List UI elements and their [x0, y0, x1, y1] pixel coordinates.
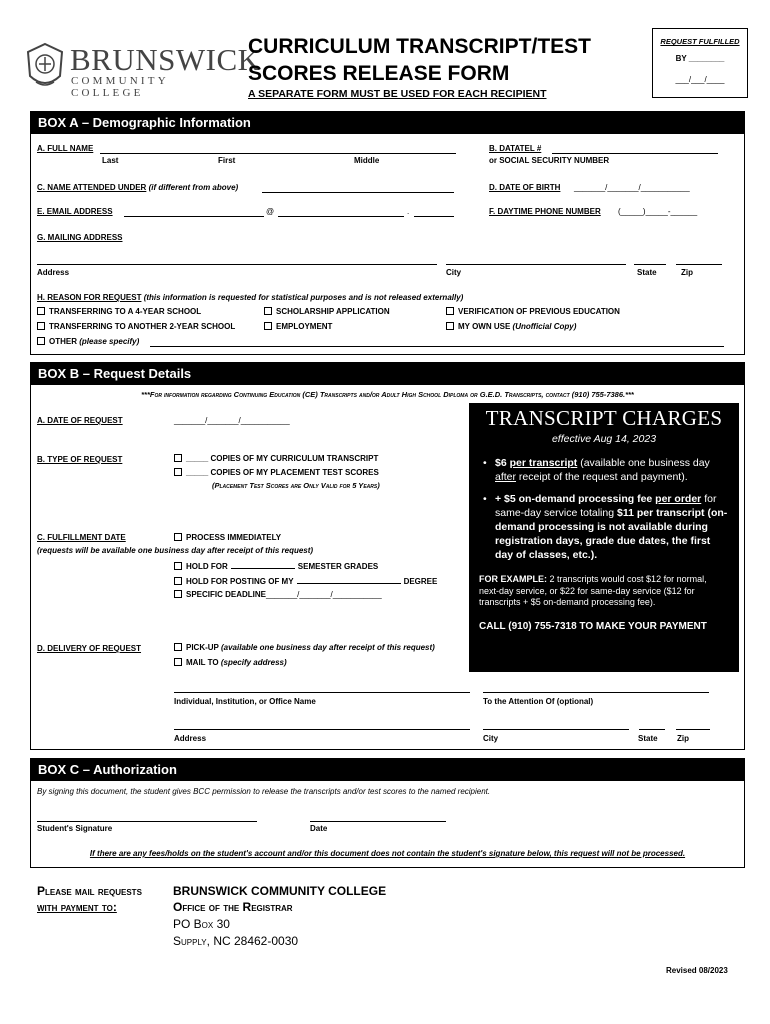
ssn-label: or SOCIAL SECURITY NUMBER [489, 156, 610, 165]
form-title-line1: CURRICULUM TRANSCRIPT/TEST [248, 35, 591, 58]
form-subtitle: A SEPARATE FORM MUST BE USED FOR EACH RECIPIENT [248, 88, 547, 100]
fee-unit: per order [655, 493, 702, 505]
option-label: OTHER [49, 337, 77, 346]
checkbox[interactable] [37, 337, 45, 345]
reason-text: H. REASON FOR REQUEST [37, 293, 142, 302]
request-fulfilled-box [652, 28, 748, 98]
box-a-header: BOX A – Demographic Information [30, 111, 745, 133]
dob-label: D. DATE OF BIRTH [489, 183, 561, 192]
transcript-charges-panel [469, 403, 739, 672]
option-note: (Unofficial Copy) [512, 322, 577, 331]
mail-address-line[interactable] [174, 729, 470, 730]
checkbox[interactable] [446, 322, 454, 330]
charge-text: (available one business day [577, 457, 710, 469]
consent-statement: By signing this document, the student gives BCC permission to release the transcripts and/or test scores to the named recipient. [37, 787, 491, 796]
delivery-label: D. DELIVERY OF REQUEST [37, 644, 142, 653]
bullet-icon: • [483, 457, 487, 469]
logo-subtitle: COMMUNITY COLLEGE [71, 75, 169, 99]
charge-text-end: receipt of the request and payment). [516, 471, 688, 483]
email-tld-line[interactable] [414, 216, 454, 217]
name-attended-label [37, 183, 238, 192]
checkbox[interactable] [174, 577, 182, 585]
charge-unit: per transcript [509, 457, 578, 469]
first-name-caption: First [218, 156, 236, 165]
checkbox[interactable] [174, 454, 182, 462]
mail-office: Office of the Registrar [173, 900, 293, 914]
checkbox[interactable] [446, 307, 454, 315]
mail-po-box: PO Box 30 [173, 917, 230, 931]
signature-date-line[interactable] [310, 821, 446, 822]
option-note: (please specify) [79, 337, 140, 346]
option-label: SCHOLARSHIP APPLICATION [276, 307, 390, 316]
option-own-use[interactable] [446, 322, 576, 331]
signature-caption: Student's Signature [37, 824, 113, 833]
example-lead: FOR EXAMPLE: [479, 574, 548, 584]
option-label: EMPLOYMENT [276, 322, 333, 331]
option-transfer-4yr[interactable] [37, 307, 201, 316]
option-label: _____ COPIES OF MY PLACEMENT TEST SCORES [186, 468, 379, 477]
name-attended-text: C. NAME ATTENDED UNDER [37, 183, 147, 192]
mail-state-caption: State [638, 734, 658, 743]
phone-label: F. DAYTIME PHONE NUMBER [489, 207, 601, 216]
recipient-caption: Individual, Institution, or Office Name [174, 697, 316, 706]
mail-instruction-line1: Please mail requests [37, 884, 142, 898]
charge-bullet-standard [479, 456, 729, 484]
datatel-line[interactable] [552, 153, 718, 154]
form-title-line2: SCORES RELEASE FORM [248, 62, 510, 85]
signature-line[interactable] [37, 821, 257, 822]
full-name-label: A. FULL NAME [37, 144, 94, 153]
ce-transcript-note: ***For information regarding Continuing Education (CE) Transcripts and/or Adult High School Diploma or G.E.D. Transcripts, contact (910) 755-7386.*** [141, 390, 634, 399]
state-caption: State [637, 268, 657, 277]
fulfill-immediately[interactable] [174, 533, 281, 542]
zip-line[interactable] [676, 264, 722, 265]
charges-call-to-pay: CALL (910) 755-7318 TO MAKE YOUR PAYMENT [479, 620, 707, 632]
type-placement[interactable] [174, 468, 379, 477]
mail-zip-line[interactable] [676, 729, 710, 730]
option-label: VERIFICATION OF PREVIOUS EDUCATION [458, 307, 620, 316]
state-line[interactable] [634, 264, 666, 265]
fee-text: for same-day service totaling [495, 493, 717, 519]
box-b-header: BOX B – Request Details [30, 362, 745, 384]
mail-city: Supply, NC 28462-0030 [173, 934, 299, 948]
delivery-pickup[interactable] [174, 643, 435, 652]
email-at-sign: @ [266, 207, 275, 216]
date-of-request-field[interactable]: _______/_______/___________ [174, 416, 290, 425]
option-label: TRANSFERRING TO A 4-YEAR SCHOOL [49, 307, 202, 316]
charges-title: TRANSCRIPT CHARGES [485, 406, 723, 430]
option-label: PICK-UP [186, 643, 219, 652]
deadline-field[interactable]: _______/_______/___________ [266, 590, 382, 599]
mail-instruction-line2: with payment to: [37, 900, 117, 914]
address-line[interactable] [37, 264, 437, 265]
charges-example [479, 574, 729, 609]
attention-line[interactable] [483, 692, 709, 693]
email-dot: . [407, 207, 410, 216]
charges-effective: effective Aug 14, 2023 [551, 433, 657, 445]
option-note: (specify address) [220, 658, 287, 667]
example-text: 2 transcripts would cost $12 for normal, next-day service, or $22 for same-day service ($12 for transcripts + $5 on-demand processing fee). [479, 574, 707, 607]
bullet-icon: • [483, 493, 487, 505]
city-line[interactable] [446, 264, 626, 265]
option-label: MAIL TO [186, 658, 219, 667]
fulfilled-date-field[interactable]: ___/___/____ [675, 75, 725, 84]
dob-field[interactable]: _______/_______/___________ [574, 183, 690, 192]
type-transcript[interactable] [174, 454, 378, 463]
college-seal-icon [24, 42, 66, 92]
fulfillment-note: (requests will be available one business day after receipt of this request) [37, 546, 314, 555]
option-transfer-2yr[interactable] [37, 322, 235, 331]
request-fulfilled-label: REQUEST FULFILLED [660, 37, 740, 46]
checkbox[interactable] [174, 468, 182, 476]
recipient-line[interactable] [174, 692, 470, 693]
mail-college-name: BRUNSWICK COMMUNITY COLLEGE [173, 884, 387, 898]
fee-restriction: (on-demand processing is not available during registration days, grade due dates, the first day of classes, etc.). [495, 507, 728, 561]
full-name-line[interactable] [100, 153, 456, 154]
checkbox[interactable] [264, 307, 272, 315]
phone-field[interactable]: (_____)_____-______ [618, 207, 698, 216]
type-of-request-label: B. TYPE OF REQUEST [37, 455, 123, 464]
degree-line[interactable] [297, 575, 401, 584]
logo-name: BRUNSWICK [70, 42, 261, 77]
option-label-suffix: DEGREE [403, 577, 438, 586]
fulfillment-date-label: C. FULFILLMENT DATE [37, 533, 126, 542]
charge-text-emphasis: after [495, 471, 517, 483]
mail-state-line[interactable] [639, 729, 665, 730]
reason-note: (this information is requested for statistical purposes and is not released externally) [143, 293, 464, 302]
option-label: HOLD FOR POSTING OF MY [186, 577, 294, 586]
middle-name-caption: Middle [354, 156, 380, 165]
option-label: _____ COPIES OF MY CURRICULUM TRANSCRIPT [186, 454, 379, 463]
checkbox[interactable] [174, 533, 182, 541]
revision-date: Revised 08/2023 [666, 966, 728, 975]
date-of-request-label: A. DATE OF REQUEST [37, 416, 123, 425]
semester-line[interactable] [231, 560, 295, 569]
checkbox[interactable] [37, 307, 45, 315]
option-label: HOLD FOR [186, 562, 228, 571]
fee-total: $11 per transcript [616, 507, 705, 519]
email-user-line[interactable] [124, 216, 264, 217]
email-label: E. EMAIL ADDRESS [37, 207, 113, 216]
delivery-mail[interactable] [174, 658, 287, 667]
email-domain-line[interactable] [278, 216, 404, 217]
option-other[interactable] [37, 337, 139, 346]
option-label: SPECIFIC DEADLINE [186, 590, 267, 599]
mail-address-caption: Address [174, 734, 207, 743]
fee-amount: + $5 on-demand processing fee [495, 493, 656, 505]
city-caption: City [446, 268, 462, 277]
mail-city-line[interactable] [483, 729, 629, 730]
last-name-caption: Last [102, 156, 119, 165]
college-logo [24, 40, 261, 99]
mail-city-caption: City [483, 734, 499, 743]
charge-amount: $6 [495, 457, 510, 469]
checkbox[interactable] [174, 658, 182, 666]
fulfill-hold-degree[interactable] [174, 575, 437, 586]
option-label-suffix: SEMESTER GRADES [297, 562, 379, 571]
option-note: (available one business day after receipt of this request) [220, 643, 435, 652]
reason-label [37, 293, 463, 302]
mail-zip-caption: Zip [677, 734, 689, 743]
name-attended-line[interactable] [262, 192, 454, 193]
datatel-label: B. DATATEL # [489, 144, 542, 153]
zip-caption: Zip [681, 268, 693, 277]
fulfill-hold-grades[interactable] [174, 560, 378, 571]
option-label: MY OWN USE [458, 322, 511, 331]
option-scholarship[interactable] [264, 307, 390, 316]
option-verification[interactable] [446, 307, 620, 316]
fulfill-deadline[interactable] [174, 590, 382, 599]
checkbox[interactable] [174, 590, 182, 598]
name-attended-note: (if different from above) [148, 183, 239, 192]
processing-warning: If there are any fees/holds on the student's account and/or this document does not contain the student's signature below, this request will not be processed. [89, 849, 686, 858]
option-label: TRANSFERRING TO ANOTHER 2-YEAR SCHOOL [49, 322, 236, 331]
option-label: PROCESS IMMEDIATELY [186, 533, 282, 542]
checkbox[interactable] [37, 322, 45, 330]
checkbox[interactable] [264, 322, 272, 330]
other-specify-line[interactable] [150, 346, 724, 347]
mailing-address-label: G. MAILING ADDRESS [37, 233, 123, 242]
box-c-header: BOX C – Authorization [30, 758, 745, 780]
option-employment[interactable] [264, 322, 332, 331]
signature-date-caption: Date [310, 824, 328, 833]
checkbox[interactable] [174, 562, 182, 570]
placement-validity-note: (Placement Test Scores are Only Valid for 5 Years) [212, 481, 380, 490]
attention-caption: To the Attention Of (optional) [483, 697, 594, 706]
address-caption: Address [37, 268, 70, 277]
fulfilled-by-field[interactable]: BY ________ [675, 54, 725, 63]
checkbox[interactable] [174, 643, 182, 651]
charge-bullet-on-demand [479, 492, 729, 562]
